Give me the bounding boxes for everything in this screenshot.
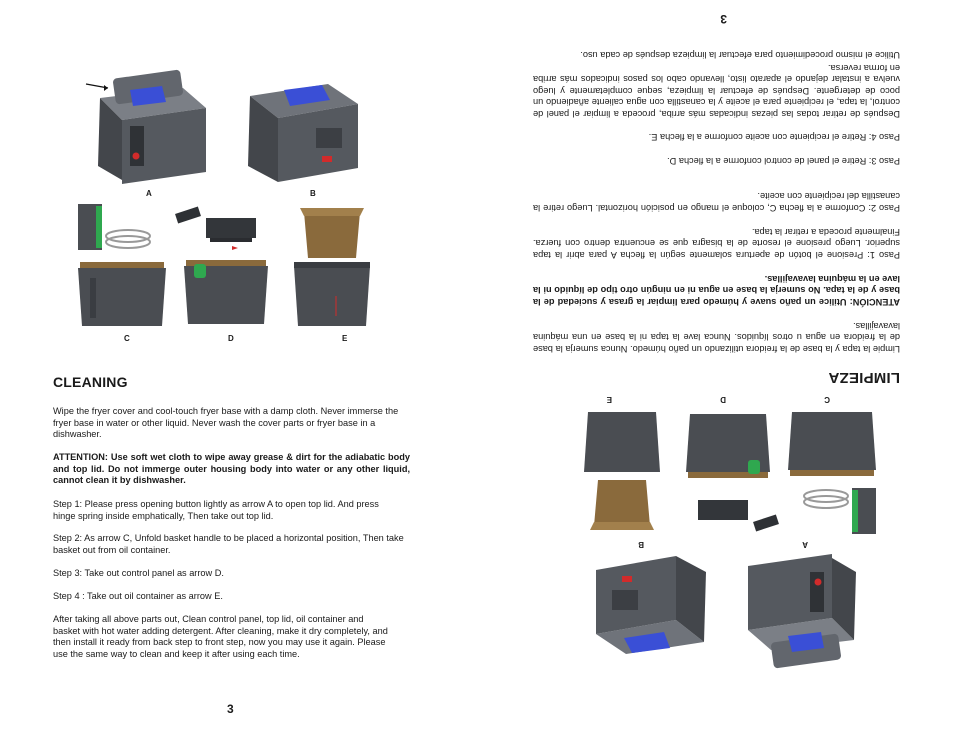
- control-panel-removal-image-es: [682, 408, 782, 534]
- figure-e-caption-es: E: [606, 395, 612, 404]
- fryer-lid-removed-image-es: [579, 552, 714, 668]
- figure-d-caption-es: D: [720, 395, 726, 404]
- after-cleaning-paragraph-es: Después de retirar todas las piezas indicadas más arriba, proceda a limpiar el panel de control, la tapa, el recipiente para el aceite y la canastilla con agua caliente añadiendo un poco de detergente. Después de efectuar la limpieza, seque completamente y luego vuelva a instalar dejando el aparato listo, llevando cabo los pasos indicados más arriba en forma reversa.: [533, 62, 900, 119]
- step-2: Step 2: As arrow C, Unfold basket handle to be placed a horizontal position, Then take basket out from oil container.: [53, 533, 404, 555]
- figure-a-es: [736, 552, 876, 670]
- figure-b-caption-es: B: [638, 540, 644, 549]
- fryer-lid-removed-image: [240, 70, 375, 186]
- step-3-es: Paso 3: Retire el panel de control conforme a la flecha D.: [667, 156, 900, 166]
- figure-b-es: [579, 552, 714, 668]
- fryer-lid-open-image-es: [736, 552, 876, 670]
- section-title: CLEANING: [53, 374, 128, 390]
- figure-a: [78, 68, 218, 186]
- step-1-es: Paso 1: Presione el botón de apertura solamente según la flecha A para abrir la tapa superior. Luego presione el resorte de la bisagra que se encuentra dentro con fuerza. Finalmente proceda a retirar la tapa.: [533, 226, 900, 260]
- spanish-page: [477, 0, 954, 738]
- figure-c: [72, 198, 172, 330]
- page-number-es: 3: [720, 12, 727, 26]
- step-3: Step 3: Take out control panel as arrow D.: [53, 568, 224, 578]
- attention-paragraph: ATTENTION: Use soft wet cloth to wipe away grease & dirt for the adiabatic body and top lid. Do not immerge outer housing body into water or any other liquid, cannot clean it by dishwasher.: [53, 452, 410, 486]
- page-number: 3: [227, 702, 234, 716]
- figure-b-caption: B: [310, 189, 316, 198]
- figure-a-caption-es: A: [802, 540, 808, 549]
- figure-b: [240, 70, 375, 186]
- figure-d: [172, 204, 272, 330]
- attention-paragraph-es: ATENCIÓN: Utilice un paño suave y húmedo para limpiar la grasa y suciedad de la base y de la tapa. No sumerja la base en agua ni en ningún otro tipo de líquido ni la lave en la máquina lavavajillas.: [533, 273, 900, 307]
- step-1: Step 1: Please press opening button lightly as arrow A to open top lid. And press hinge spring inside emphatically, Then take out top lid.: [53, 499, 379, 521]
- fryer-lid-open-image: [78, 68, 218, 186]
- oil-container-removal-image: [288, 204, 376, 330]
- figure-c-caption: C: [124, 334, 130, 343]
- section-title-es: LIMPIEZA: [828, 369, 900, 386]
- figure-e-es: [578, 408, 666, 534]
- figure-c-es: [782, 408, 882, 540]
- basket-removal-image-es: [782, 408, 882, 540]
- control-panel-removal-image: [172, 204, 272, 330]
- spanish-page-rotated: [477, 0, 954, 738]
- figure-c-caption-es: C: [824, 395, 830, 404]
- intro-paragraph: Wipe the fryer cover and cool-touch fryer base with a damp cloth. Never immerse the fryer base in water or other liquid. Never wash the cover parts or fryer base in a dishwasher.: [53, 406, 399, 440]
- figure-d-caption: D: [228, 334, 234, 343]
- step-4: Step 4 : Take out oil container as arrow E.: [53, 591, 223, 601]
- figure-e: [288, 204, 376, 330]
- after-cleaning-paragraph: After taking all above parts out, Clean control panel, top lid, oil container and basket with hot water adding detergent. After cleaning, make it dry completely, and then install it ready from back step to front step, now you may use it again. Please use the same way to clean and keep it after using each time.: [53, 614, 388, 659]
- figure-d-es: [682, 408, 782, 534]
- intro-paragraph-es: Limpie la tapa y la base de la freidora utilizando un paño húmedo. Nunca sumerja la base de la freidora en agua u otros líquidos. Nunca lave la tapa ni la base en una máquina lavavajillas.: [533, 320, 900, 354]
- step-4-es: Paso 4: Retire el recipiente con aceite conforme a la flecha E.: [648, 132, 900, 142]
- step-2-es: Paso 2: Conforme a la flecha C, coloque el mango en posición horizontal. Luego retire la canastilla del recipiente con aceite.: [533, 191, 900, 213]
- oil-container-removal-image-es: [578, 408, 666, 534]
- basket-removal-image: [72, 198, 172, 330]
- figure-a-caption: A: [146, 189, 152, 198]
- figure-e-caption: E: [342, 334, 348, 343]
- final-note-es: Utilice el mismo procedimiento para efectuar la limpieza después de cada uso.: [580, 50, 900, 60]
